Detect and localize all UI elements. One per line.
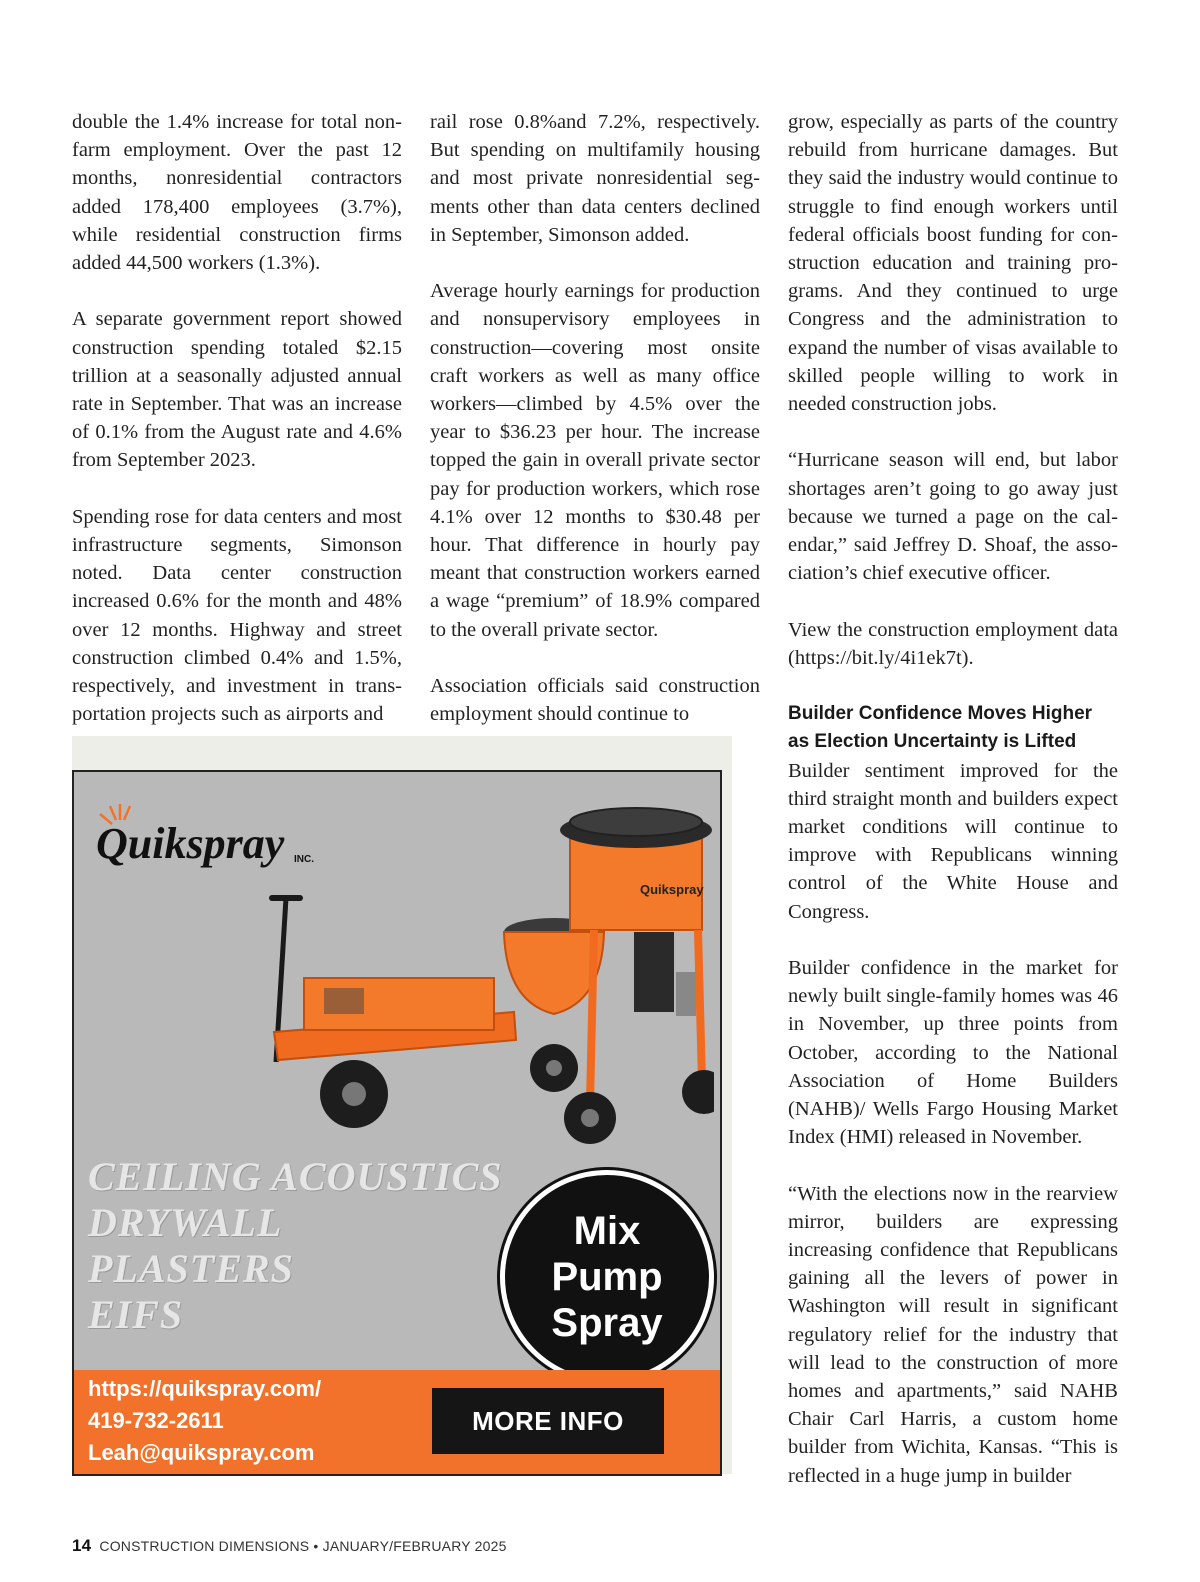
paragraph: A separate government report showed construction spending totaled $2.15 trillion at a seasonally adjusted annual rate in September. That was an increase of 0.1% from the August rate and 4.6% from September 2023. bbox=[72, 308, 402, 472]
more-info-button[interactable]: MORE INFO bbox=[432, 1388, 664, 1454]
article-column-2 bbox=[430, 108, 760, 757]
paragraph: double the 1.4% increase for total nonfarm employment. Over the past 12 months, nonresidential contractors added 178,400 employees (3.7%), while residential construction firms added 44,500 workers (1.3%). bbox=[72, 111, 402, 275]
ad-phone[interactable]: 419-732-2611 bbox=[88, 1408, 224, 1433]
logo-inc: INC. bbox=[294, 854, 314, 865]
article-column-3 bbox=[788, 108, 1118, 1518]
tagline: PLASTERS bbox=[88, 1246, 294, 1291]
quikspray-logo bbox=[90, 802, 350, 882]
paragraph: grow, especially as parts of the country rebuild from hurricane damages. But they said the industry would continue to struggle to find enough workers until federal officials boost funding for construction education and training programs. And they continued to urge Congress and the administration to expand the number of visas available to skilled people willing to work in needed construction jobs. bbox=[788, 111, 1118, 416]
page-number: 14 bbox=[72, 1536, 92, 1555]
logo-spray-icon bbox=[90, 802, 350, 882]
machine-brand-label: Quikspray bbox=[640, 882, 704, 897]
paragraph: Association officials said construction employment should continue to bbox=[430, 675, 760, 726]
badge-word: Spray bbox=[551, 1301, 663, 1345]
badge-word: Pump bbox=[551, 1255, 663, 1299]
tagline: EIFS bbox=[88, 1292, 184, 1337]
paragraph: Builder confidence in the market for newly built single-family homes was 46 in November, up three points from October, according to the National Association of Home Builders (NAHB)/ Wells Fargo Housing Market Index (HMI) released in November. bbox=[788, 957, 1118, 1149]
section-subhead: Builder Confidence Moves Higher as Election Uncertainty is Lifted bbox=[788, 703, 1093, 753]
paragraph: Builder sentiment improved for the third straight month and builders expect market conditions will continue to improve with Republicans winning control of the White House and Congress. bbox=[788, 759, 1118, 923]
ad-contact-band bbox=[74, 1370, 720, 1474]
ad-website-link[interactable]: https://quikspray.com/ bbox=[88, 1376, 322, 1401]
mix-pump-spray-badge bbox=[500, 1170, 714, 1384]
page-footer bbox=[72, 1536, 507, 1556]
paragraph: View the construction employment data (https://bit.ly/4i1ek7t). bbox=[788, 618, 1118, 669]
paragraph: Spending rose for data centers and most infrastructure segments, Simonson noted. Data center construction increased 0.6% for the month and 48% over 12 months. Highway and street construction climbed 0.4% and 1.5%, respectively, and investment in transportation projects such as airports and bbox=[72, 505, 402, 726]
article-column-1 bbox=[72, 108, 402, 757]
publication-info: CONSTRUCTION DIMENSIONS • JANUARY/FEBRUARY 2025 bbox=[99, 1538, 507, 1554]
paragraph: “With the elections now in the rearview mirror, builders are expressing increasing confidence that Republicans gaining all the levers of power in Washington will result in significant regulatory relief for the industry that will lead to the construction of more homes and apartments,” said NAHB Chair Carl Harris, a custom home builder from Wichita, Kansas. “This is reflected in a huge jump in builder bbox=[788, 1182, 1118, 1487]
tagline: CEILING ACOUSTICS bbox=[88, 1154, 503, 1199]
paragraph: Average hourly earnings for production and nonsupervisory employees in construction—covering most onsite craft workers as well as many office workers—climbed by 4.5% over the year to $36.23 per hour. The increase topped the gain in overall private sector pay for production workers, which rose 4.1% over 12 months to $30.48 per hour. That difference in hourly pay meant that construction workers earned a wage “premium” of 18.9% compared to the overall private sector. bbox=[430, 280, 760, 641]
logo-wordmark: Quikspray bbox=[96, 819, 285, 868]
tagline: DRYWALL bbox=[88, 1200, 283, 1245]
paragraph: rail rose 0.8%and 7.2%, respectively. But spending on multifamily housing and most private nonresidential segments other than data centers declined in September, Simonson added. bbox=[430, 111, 760, 246]
badge-word: Mix bbox=[573, 1209, 641, 1253]
ad-email-link[interactable]: Leah@quikspray.com bbox=[88, 1440, 315, 1465]
paragraph: “Hurricane season will end, but labor shortages aren’t going to go away just because we turned a page on the calendar,” said Jeffrey D. Shoaf, the association’s chief executive officer. bbox=[788, 449, 1118, 585]
product-list bbox=[88, 1154, 503, 1338]
quikspray-advertisement[interactable] bbox=[72, 770, 722, 1476]
